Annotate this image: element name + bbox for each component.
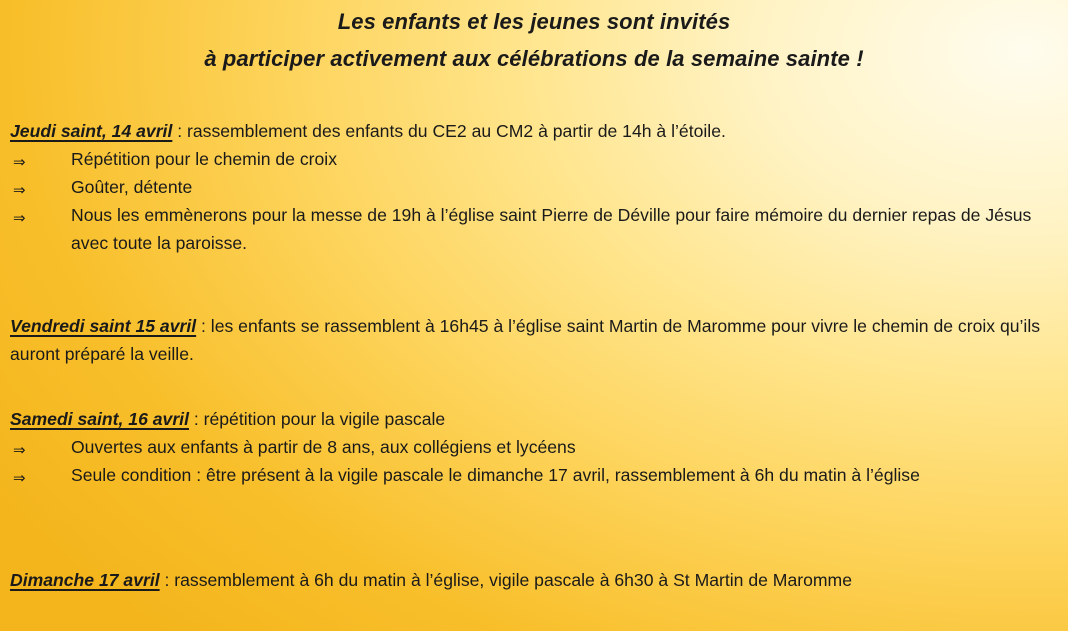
title-line-2: à participer activement aux célébrations de la semaine sainte ! (204, 46, 864, 71)
bullet-item (10, 145, 1060, 173)
section-vendredi-saint (10, 312, 1060, 368)
bullet-text: Seule condition : être présent à la vigile pascale le dimanche 17 avril, rassemblement à 6h du matin à l’église (71, 465, 920, 485)
right-double-arrow-icon: ⇒ (13, 153, 26, 171)
bullet-text: Goûter, détente (71, 177, 193, 197)
right-double-arrow-icon: ⇒ (13, 181, 26, 199)
section-dimanche (10, 566, 1060, 594)
section-heading: Vendredi saint 15 avril (10, 316, 197, 336)
section-samedi-saint (10, 405, 1060, 489)
bullet-item (10, 173, 1060, 201)
bullet-text: Répétition pour le chemin de croix (71, 149, 338, 169)
bullet-item (10, 433, 1060, 461)
section-intro (10, 405, 1060, 433)
section-intro (10, 566, 1060, 594)
section-text: : répétition pour la vigile pascale (188, 409, 446, 429)
right-double-arrow-icon: ⇒ (13, 441, 26, 459)
section-text: : rassemblement des enfants du CE2 au CM2 à partir de 14h à l’étoile. (172, 121, 726, 141)
right-double-arrow-icon: ⇒ (13, 469, 26, 487)
bullet-text: Nous les emmènerons pour la messe de 19h à l’église saint Pierre de Déville pour faire mémoire du dernier repas de Jésus avec toute la paroisse. (71, 205, 1032, 253)
section-intro (10, 312, 1060, 368)
section-text: : rassemblement à 6h du matin à l’église, vigile pascale à 6h30 à St Martin de Maromme (159, 570, 852, 590)
section-jeudi-saint (10, 117, 1060, 257)
bullet-item (10, 461, 1060, 489)
section-heading: Jeudi saint, 14 avril (10, 121, 173, 141)
section-heading: Samedi saint, 16 avril (10, 409, 189, 429)
bullet-item (10, 201, 1060, 257)
title-line-1: Les enfants et les jeunes sont invités (337, 9, 731, 34)
section-intro (10, 117, 1060, 145)
right-double-arrow-icon: ⇒ (13, 209, 26, 227)
section-heading: Dimanche 17 avril (10, 570, 160, 590)
bullet-text: Ouvertes aux enfants à partir de 8 ans, aux collégiens et lycéens (71, 437, 576, 457)
section-text: : les enfants se rassemblent à 16h45 à l’église saint Martin de Maromme pour vivre le chemin de croix qu’ils auront préparé la veille. (10, 316, 1041, 364)
